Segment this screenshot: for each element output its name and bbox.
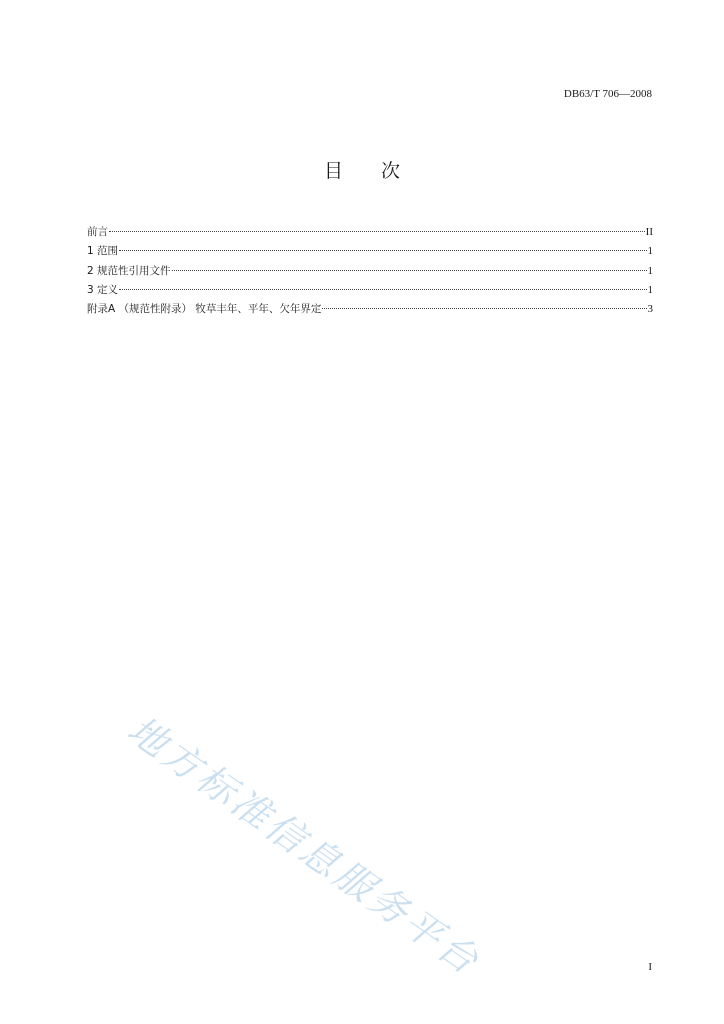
toc-entry-page: 3 — [647, 303, 653, 316]
toc-list — [87, 223, 653, 319]
toc-entry-page: II — [645, 226, 653, 238]
toc-entry-label: 1 范围 — [87, 245, 119, 258]
toc-entry-label: 2 规范性引用文件 — [87, 264, 171, 277]
toc-entry-label: 附录A （规范性附录） 牧草丰年、平年、欠年界定 — [87, 303, 322, 316]
toc-entry-definitions[interactable] — [87, 281, 653, 300]
toc-dot-leader — [322, 308, 646, 309]
toc-entry-foreword[interactable] — [87, 223, 653, 242]
toc-entry-scope[interactable] — [87, 242, 653, 261]
toc-dot-leader — [119, 250, 646, 251]
document-code: DB63/T 706—2008 — [563, 88, 652, 100]
watermark-text: 地方标准信息服务平台 — [119, 707, 489, 985]
toc-entry-page: 1 — [647, 283, 653, 296]
page-number: I — [648, 961, 652, 973]
toc-dot-leader — [119, 289, 646, 290]
toc-dot-leader — [109, 231, 645, 232]
toc-entry-normative-references[interactable] — [87, 262, 653, 281]
toc-entry-label: 3 定义 — [87, 283, 119, 296]
toc-entry-page: 1 — [647, 264, 653, 277]
toc-entry-label: 前言 — [87, 226, 108, 238]
toc-entry-annex-a[interactable] — [87, 300, 653, 319]
toc-dot-leader — [172, 270, 647, 271]
toc-title: 目次 — [323, 160, 438, 182]
toc-entry-page: 1 — [647, 245, 653, 258]
